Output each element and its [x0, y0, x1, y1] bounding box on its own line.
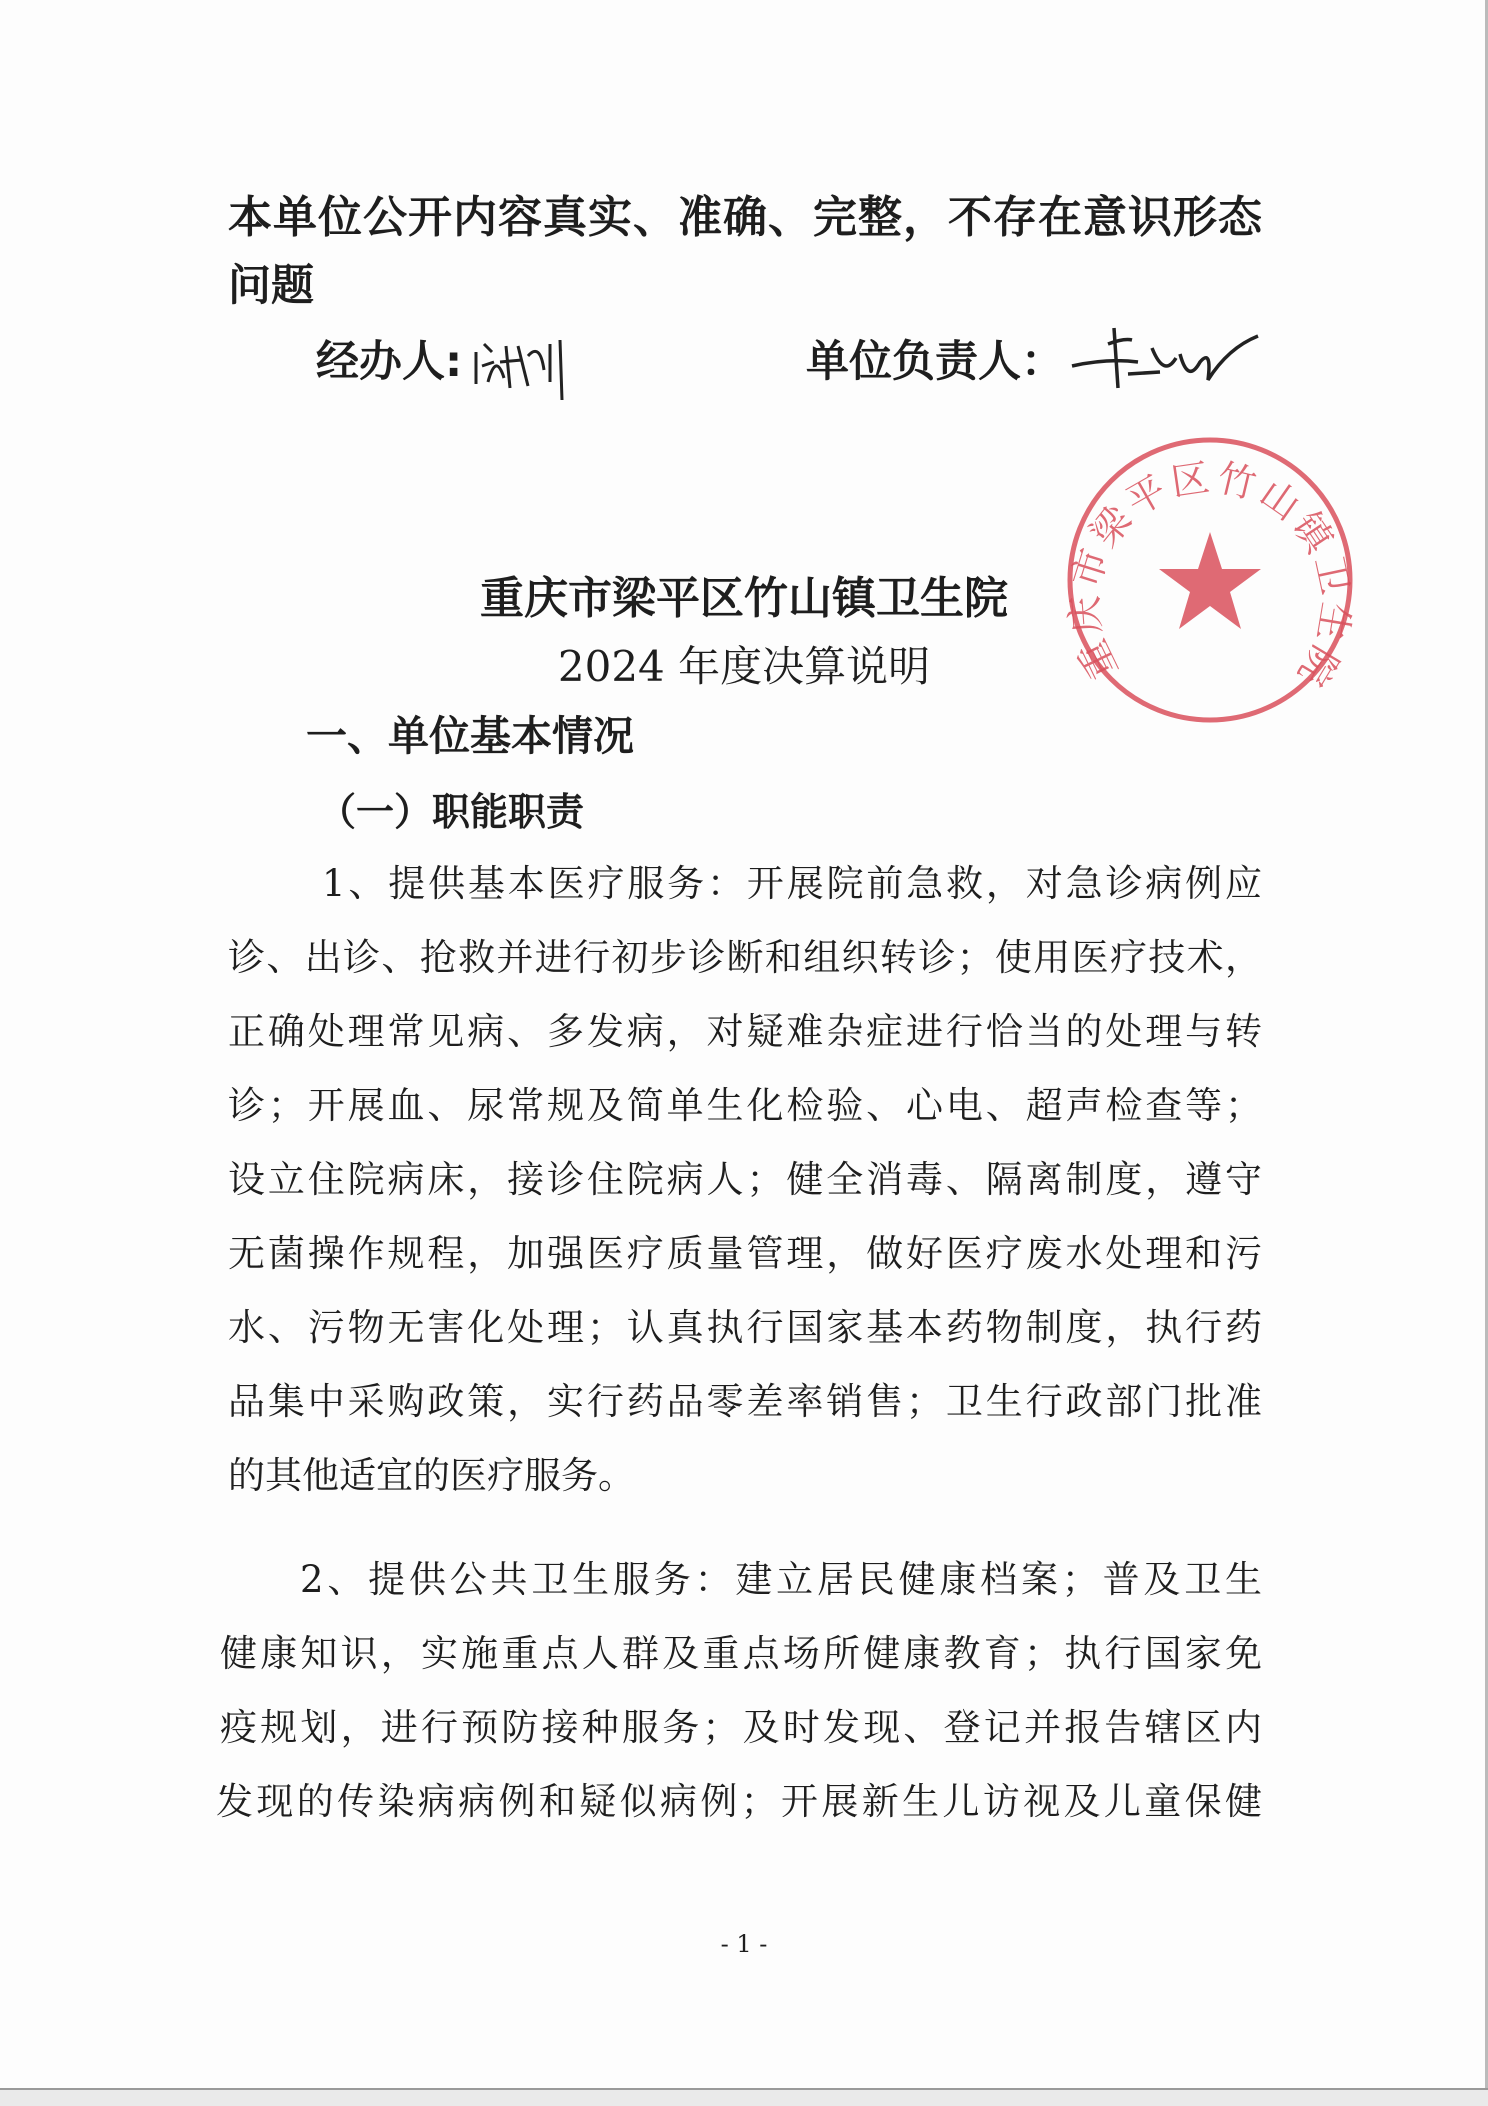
paragraph-line: 1、提供基本医疗服务：开展院前急救，对急诊病例应	[322, 862, 1262, 905]
section-heading: 一、单位基本情况	[306, 712, 634, 760]
leader-signature	[1068, 318, 1268, 398]
paragraph-line: 设立住院病床，接诊住院病人；健全消毒、隔离制度，遵守	[228, 1158, 1262, 1201]
section-subheading: （一）职能职责	[318, 790, 585, 834]
paragraph-line: 疫规划，进行预防接种服务；及时发现、登记并报告辖区内	[220, 1706, 1262, 1749]
paragraph-line: 品集中采购政策，实行药品零差率销售；卫生行政部门批准	[228, 1380, 1262, 1423]
seal-text: 重庆市梁平区竹山镇卫生院	[1062, 454, 1358, 698]
declaration-line-2: 问题	[228, 261, 314, 311]
paragraph-line: 正确处理常见病、多发病，对疑难杂症进行恰当的处理与转	[228, 1010, 1262, 1053]
declaration-line-1: 本单位公开内容真实、准确、完整，不存在意识形态	[228, 192, 1262, 243]
paragraph-line: 健康知识，实施重点人群及重点场所健康教育；执行国家免	[220, 1632, 1262, 1675]
doc-title-line-2: 2024 年度决算说明	[557, 642, 931, 691]
page-edge-bottom	[0, 2088, 1488, 2106]
paragraph-line: 的其他适宜的医疗服务。	[228, 1454, 635, 1497]
paragraph-line: 水、污物无害化处理；认真执行国家基本药物制度，执行药	[228, 1306, 1262, 1349]
paragraph-line: 无菌操作规程，加强医疗质量管理，做好医疗废水处理和污	[228, 1232, 1262, 1275]
handler-label: 经办人:	[316, 337, 463, 387]
paragraph-line: 诊、出诊、抢救并进行初步诊断和组织转诊；使用医疗技术，	[228, 936, 1262, 979]
paragraph-line: 2、提供公共卫生服务：建立居民健康档案；普及卫生	[300, 1558, 1262, 1601]
paragraph-line: 诊；开展血、尿常规及简单生化检验、心电、超声检查等；	[228, 1084, 1262, 1127]
doc-title-line-1: 重庆市梁平区竹山镇卫生院	[480, 573, 1008, 624]
paragraph-line: 发现的传染病病例和疑似病例；开展新生儿访视及儿童保健	[216, 1780, 1262, 1823]
leader-label: 单位负责人：	[806, 337, 1064, 387]
handler-signature	[470, 322, 590, 402]
page-number: - 1 -	[720, 1930, 768, 1958]
